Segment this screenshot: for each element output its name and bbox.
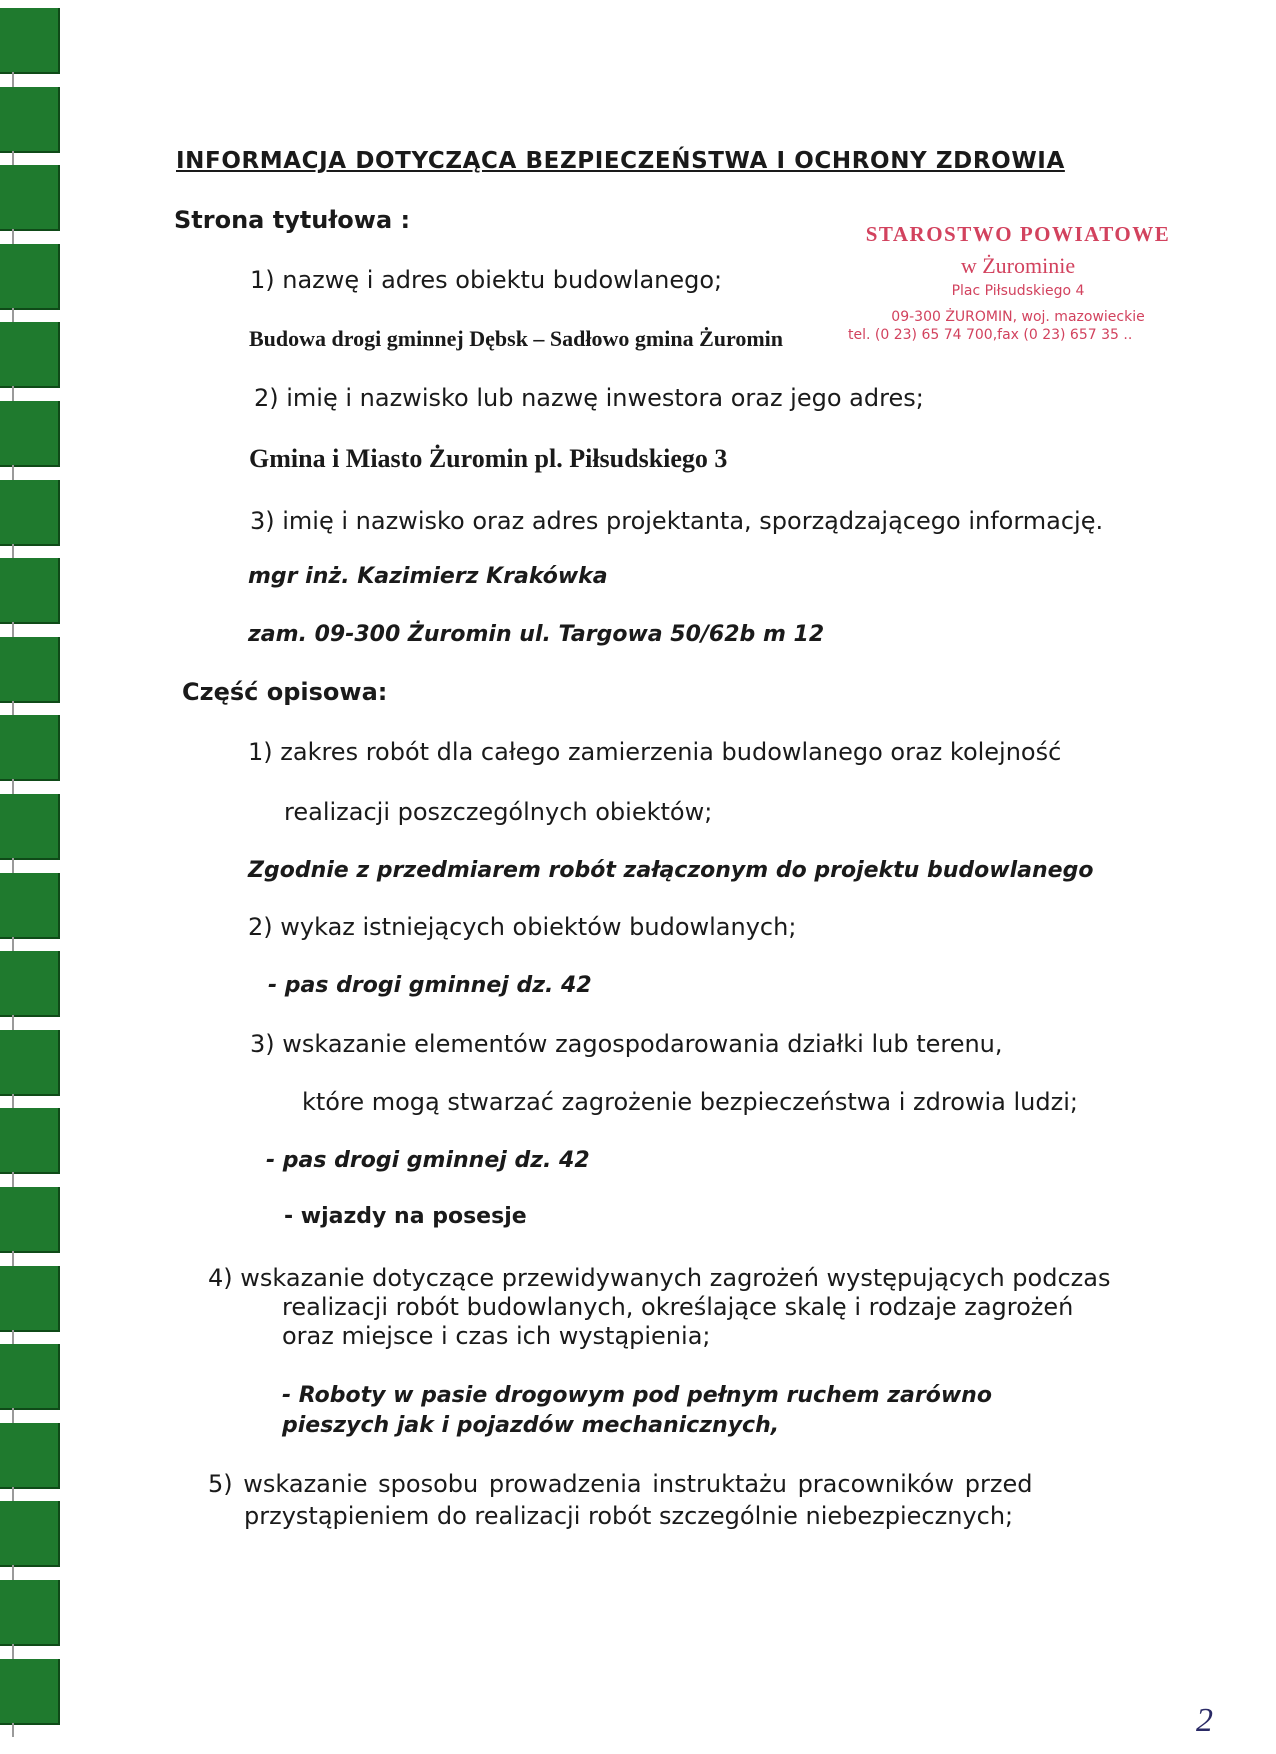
stamp-office-name: STAROSTWO POWIATOWE: [865, 222, 1171, 246]
descriptive-item-5-line-2: przystąpieniem do realizacji robót szczególnie niebezpiecznych;: [244, 1502, 1014, 1530]
title-page-item-2-value: Gmina i Miasto Żuromin pl. Piłsudskiego 3: [249, 444, 728, 473]
descriptive-item-5-line-1: 5) wskazanie sposobu prowadzenia instruktażu pracowników przed: [208, 1470, 1033, 1498]
descriptive-item-3-value-2: - wjazdy na posesje: [284, 1204, 527, 1229]
descriptive-item-3-value-1: - pas drogi gminnej dz. 42: [266, 1148, 590, 1173]
stamp-street: Plac Piłsudskiego 4: [951, 283, 1085, 299]
descriptive-item-1-value: Zgodnie z przedmiarem robót załączonym do projektu budowlanego: [248, 858, 1094, 883]
office-stamp: [848, 222, 1188, 343]
document-title: INFORMACJA DOTYCZĄCA BEZPIECZEŃSTWA I OCHRONY ZDROWIA: [176, 148, 1065, 174]
descriptive-part-heading: Część opisowa:: [182, 678, 388, 706]
descriptive-item-4-value-line-1: - Roboty w pasie drogowym pod pełnym ruchem zarówno: [282, 1383, 992, 1408]
descriptive-item-4-line-2: realizacji robót budowlanych, określające skalę i rodzaje zagrożeń: [282, 1293, 1074, 1321]
descriptive-item-2-value: - pas drogi gminnej dz. 42: [268, 973, 592, 998]
descriptive-item-4-value-line-2: pieszych jak i pojazdów mechanicznych,: [282, 1413, 780, 1438]
descriptive-item-1-line-2: realizacji poszczególnych obiektów;: [284, 798, 713, 826]
stamp-postal: 09-300 ŻUROMIN, woj. mazowieckie: [891, 309, 1145, 325]
descriptive-item-4-line-1: 4) wskazanie dotyczące przewidywanych zagrożeń występujących podczas: [208, 1264, 1111, 1292]
designer-address: zam. 09-300 Żuromin ul. Targowa 50/62b m 12: [248, 622, 825, 647]
page-number: 2: [1196, 1702, 1213, 1739]
stamp-phone: tel. (0 23) 65 74 700,fax (0 23) 657 35 ..: [848, 327, 1133, 343]
stamp-city: w Żurominie: [960, 253, 1076, 278]
descriptive-item-4-line-3: oraz miejsce i czas ich wystąpienia;: [282, 1322, 711, 1350]
descriptive-item-3-line-2: które mogą stwarzać zagrożenie bezpieczeństwa i zdrowia ludzi;: [302, 1088, 1078, 1116]
descriptive-item-3-line-1: 3) wskazanie elementów zagospodarowania działki lub terenu,: [250, 1030, 1003, 1058]
title-page-item-1-label: 1) nazwę i adres obiektu budowlanego;: [250, 266, 723, 294]
title-page-heading: Strona tytułowa :: [174, 206, 411, 234]
title-page-item-3-label: 3) imię i nazwisko oraz adres projektanta, sporządzającego informację.: [250, 507, 1104, 535]
title-page-item-2-label: 2) imię i nazwisko lub nazwę inwestora oraz jego adres;: [254, 384, 924, 412]
descriptive-item-2-label: 2) wykaz istniejących obiektów budowlanych;: [248, 913, 797, 941]
descriptive-item-1-line-1: 1) zakres robót dla całego zamierzenia budowlanego oraz kolejność: [248, 738, 1062, 766]
designer-name: mgr inż. Kazimierz Krakówka: [248, 564, 608, 589]
title-page-item-1-value: Budowa drogi gminnej Dębsk – Sadłowo gmina Żuromin: [249, 326, 784, 351]
